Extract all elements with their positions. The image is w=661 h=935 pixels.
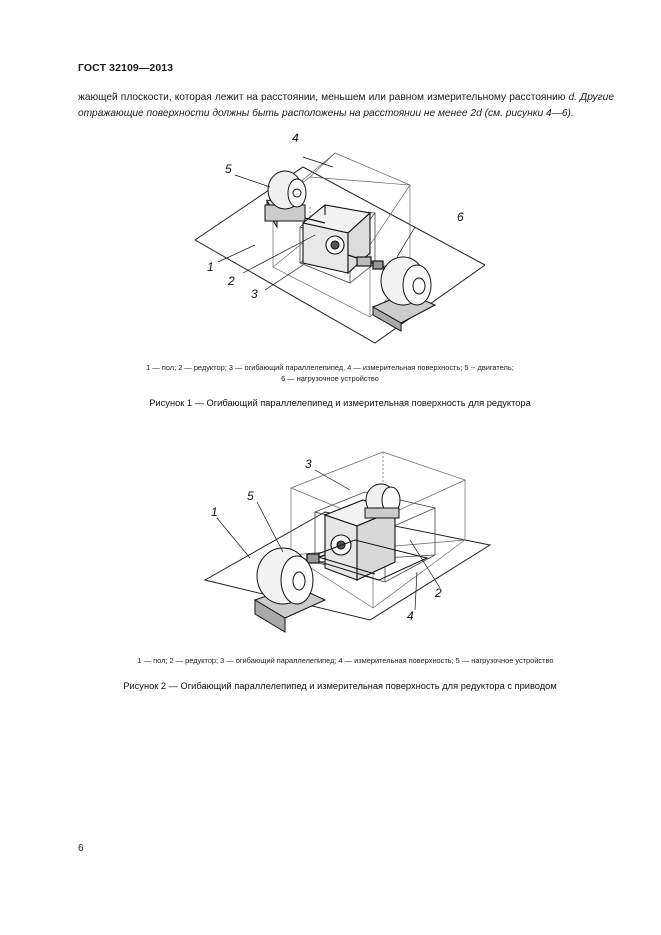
intro-variable-d: d	[568, 92, 575, 103]
figure-2-label-3: 3	[305, 457, 312, 471]
figure-2-label-2: 2	[435, 586, 442, 600]
figure-1-legend-line-1: 1 — пол; 2 — редуктор; 3 — огибающий параллелепипед, 4 — измерительная поверхность; 5 -- двигатель;	[146, 363, 514, 372]
figure-1-drawing	[185, 145, 485, 345]
figure-1-legend	[90, 363, 570, 384]
figure-1-label-2: 2	[228, 274, 235, 288]
figure-1-label-1: 1	[207, 260, 214, 274]
figure-2-legend: 1 — пол; 2 — редуктор; 3 — огибающий параллелепипед; 4 — измерительная поверхность; 5 — нагрузочное устройство	[137, 656, 554, 665]
figure-2-label-1: 1	[211, 505, 218, 519]
figure-2-label-5: 5	[247, 489, 254, 503]
figure-2-title: Рисунок 2 — Огибающий параллелепипед и измерительная поверхность для редуктора с приводом	[123, 681, 557, 691]
figure-1-label-3: 3	[251, 287, 258, 301]
intro-text: жающей плоскости, которая лежит на расстоянии, меньшем или равном измерительному расстоянию	[78, 92, 569, 103]
figure-1-legend-line-2: 6 — нагрузочное устройство	[281, 373, 379, 383]
document-standard-header: ГОСТ 32109—2013	[78, 62, 174, 74]
figure-1-label-4-text: 4	[292, 131, 299, 145]
figure-1-label-4-holder	[290, 128, 310, 146]
intro-text-italic: . Другие отражающие поверхности должны быть расположены на расстоянии не менее 2d (см. рисунки 4—6).	[78, 92, 614, 119]
intro-paragraph	[78, 90, 614, 121]
figure-1-label-5: 5	[225, 162, 232, 176]
figure-2-label-4: 4	[407, 609, 414, 623]
page-number: 6	[78, 843, 84, 854]
figure-1-title: Рисунок 1 — Огибающий параллелепипед и измерительная поверхность для редуктора	[149, 398, 531, 408]
figure-2-drawing	[195, 440, 505, 650]
figure-1-label-6: 6	[457, 210, 464, 224]
